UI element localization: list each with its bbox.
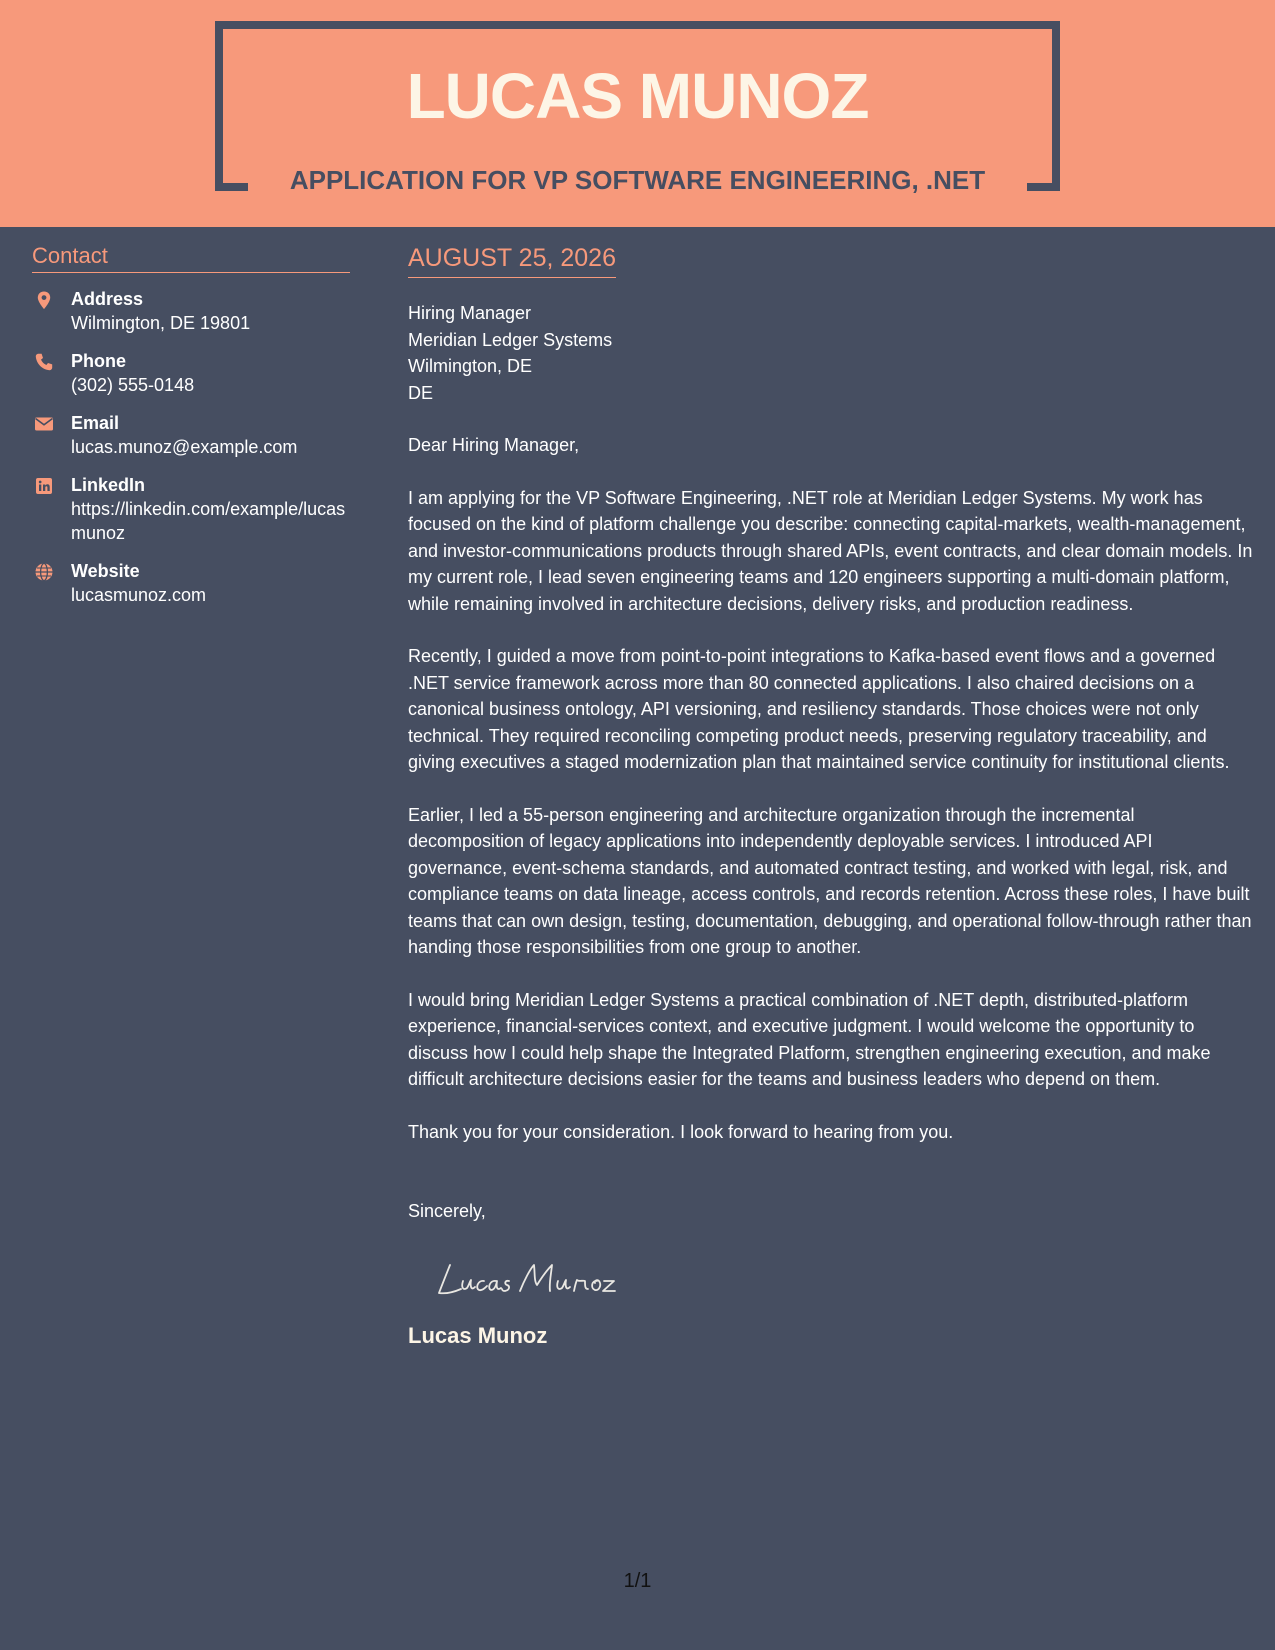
contact-label: Address (71, 289, 144, 310)
contact-item-address (32, 287, 350, 335)
contact-value: (302) 555-0148 (71, 375, 195, 396)
handwritten-signature (434, 1253, 1253, 1303)
contact-value: Wilmington, DE 19801 (71, 313, 251, 334)
contact-value[interactable]: https://linkedin.com/example/lucasmunoz (71, 499, 346, 544)
linkedin-icon (34, 476, 54, 496)
recipient-block (408, 300, 1253, 406)
page-number: 1/1 (623, 1570, 652, 1592)
application-title: APPLICATION FOR VP SOFTWARE ENGINEERING, .NET (289, 165, 986, 195)
contact-sidebar (32, 243, 350, 607)
contact-label: Phone (71, 351, 127, 372)
body-paragraph: Recently, I guided a move from point-to-point integrations to Kafka-based event flows and a governed .NET service framework across more than 80 connected applications. I also chaired decisions on a canonical business ontology, API versioning, and resiliency standards. Those choices were not only technical. They required reconciling competing product needs, preserving regulatory traceability, and giving executives a staged modernization plan that maintained service continuity for institutional clients. (408, 646, 1230, 772)
contact-item-email (32, 411, 350, 459)
contact-label: Website (71, 561, 140, 582)
recipient-line: Wilmington, DE (408, 356, 533, 376)
map-pin-icon (34, 290, 54, 310)
recipient-line: Meridian Ledger Systems (408, 329, 613, 350)
body-paragraph: Earlier, I led a 55-person engineering and architecture organization through the incremental decomposition of legacy applications into independently deployable services. I introduced API governance, event-schema standards, and automated contract testing, and worked with legal, risk, and compliance teams on data lineage, access controls, and records retention. Across these roles, I have built teams that can own design, testing, documentation, debugging, and operational follow-through rather than handing those responsibilities from one group to another. (408, 804, 1252, 957)
recipient-line: Hiring Manager (408, 303, 532, 323)
header-banner (0, 0, 1275, 227)
letter-body (408, 243, 1253, 1349)
contact-value[interactable]: lucas.munoz@example.com (71, 437, 298, 458)
contact-label: Email (71, 413, 120, 434)
contact-item-phone (32, 349, 350, 397)
contact-label: LinkedIn (71, 475, 146, 496)
salutation: Dear Hiring Manager, (408, 435, 580, 455)
phone-icon (34, 352, 54, 372)
contact-heading: Contact (32, 243, 350, 273)
signer-name: Lucas Munoz (408, 1322, 548, 1348)
body-paragraph: I am applying for the VP Software Engineering, .NET role at Meridian Ledger Systems. My work has focused on the kind of platform challenge you describe: connecting capital-markets, wealth-management, and investor-communications products through shared APIs, event contracts, and clear domain models. In my current role, I lead seven engineering teams and 120 engineers supporting a multi-domain platform, while remaining involved in architecture decisions, delivery risks, and production readiness. (408, 487, 1253, 614)
body-paragraph: I would bring Meridian Ledger Systems a practical combination of .NET depth, distributed-platform experience, financial-services context, and executive judgment. I would welcome the opportunity to discuss how I could help shape the Integrated Platform, strengthen engineering execution, and make difficult architecture decisions easier for the teams and business leaders who depend on them. (408, 989, 1211, 1089)
contact-item-linkedin (32, 473, 350, 545)
letter-date: AUGUST 25, 2026 (408, 244, 616, 272)
envelope-icon (34, 414, 54, 434)
recipient-line: DE (408, 382, 434, 403)
globe-icon (34, 562, 54, 582)
applicant-name: LUCAS MUNOZ (406, 60, 869, 132)
date-block (408, 243, 616, 278)
body-paragraph: Thank you for your consideration. I look forward to hearing from you. (408, 1121, 954, 1142)
contact-item-website (32, 559, 350, 607)
closing: Sincerely, (408, 1201, 486, 1221)
contact-value[interactable]: lucasmunoz.com (71, 585, 207, 606)
